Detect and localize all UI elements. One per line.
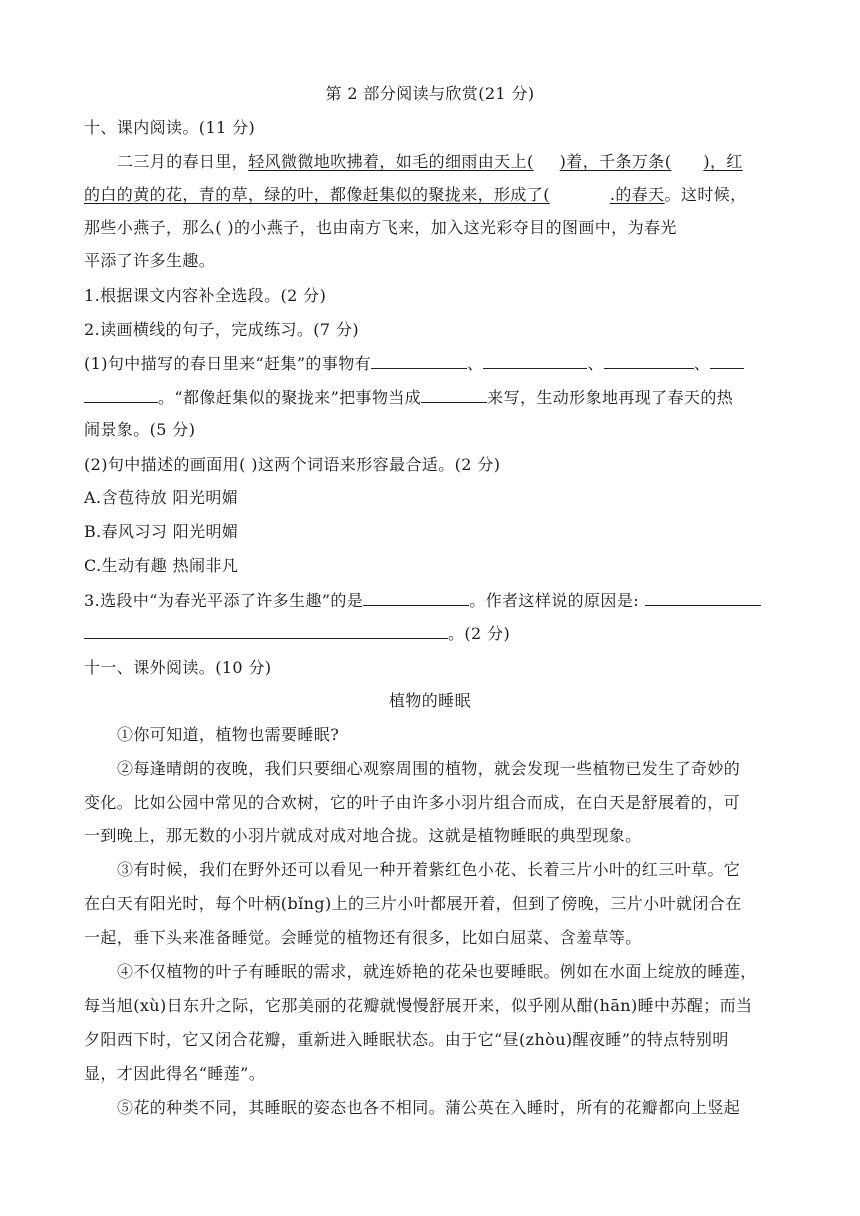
article-line: ②每逢晴朗的夜晚，我们只要细心观察周围的植物，就会发现一些植物已发生了奇妙的 [117,759,741,778]
underlined-sentence-cont: 的白的黄的花，青的草，绿的叶，都像赶集似的聚拢来，形成了( .的春天 [84,185,665,204]
question-10-1: 1.根据课文内容补全选段。(2 分) [84,286,327,305]
option-c: C.生动有趣 热闹非凡 [84,556,239,575]
underlined-sentence: 轻风微微地吹拂着，如毛的细雨由天上( )着，千条万条( )，红 [248,152,743,171]
article-line: 一到晚上，那无数的小羽片就成对成对地合拢。这就是植物睡眠的典型现象。 [84,826,642,845]
answer-blank[interactable] [84,387,158,403]
answer-blank[interactable] [604,353,694,369]
question-10-2-1: (1)句中描写的春日里来“赶集”的事物有 、 、 、 [84,353,784,374]
article-line: 显，才因此得名“睡莲”。 [84,1064,266,1083]
question-10-heading: 十、课内阅读。(11 分) [84,118,256,137]
answer-blank[interactable] [84,623,448,639]
section-title: 第 2 部分阅读与欣赏(21 分) [325,84,535,103]
article-line: 每当旭(xù)日东升之际，它那美丽的花瓣就慢慢舒展开来，似乎刚从酣(hān)睡中苏醒；而当 [84,996,753,1015]
answer-blank[interactable] [483,353,587,369]
question-10-3-cont: 。(2 分) [84,623,784,644]
answer-blank[interactable] [421,387,487,403]
article-line: 一起，垂下头来准备睡觉。会睡觉的植物还有很多，比如白屈菜、含羞草等。 [84,928,642,947]
article-line: ④不仅植物的叶子有睡眠的需求，就连娇艳的花朵也要睡眠。例如在水面上绽放的睡莲， [117,962,757,981]
answer-blank[interactable] [371,353,467,369]
passage-line-2: 的白的黄的花，青的草，绿的叶，都像赶集似的聚拢来，形成了( .的春天。这时候， [84,185,747,204]
answer-blank[interactable] [363,590,469,606]
article-line: ①你可知道，植物也需要睡眠? [117,725,340,744]
passage-line-1 [117,152,784,172]
passage-line-3: 那些小燕子，那么( )的小燕子，也由南方飞来，加入这光彩夺目的图画中，为春光 [84,218,677,237]
article-line: 在白天有阳光时，每个叶柄(bǐng)上的三片小叶都展开着，但到了傍晚，三片小叶就闭合在 [84,894,742,913]
question-10-2-2: (2)句中描述的画面用( )这两个词语来形容最合适。(2 分) [84,455,501,474]
question-10-2-1-end: 闹景象。(5 分) [84,420,196,439]
option-b: B.春风习习 阳光明媚 [84,522,239,541]
passage-text: 二三月的春日里， [117,152,249,171]
answer-blank[interactable] [645,590,761,606]
question-10-2-1-cont: 。“都像赶集似的聚拢来”把事物当成 来写，生动形象地再现了春天的热 [84,387,784,408]
passage-line-4: 平添了许多生趣。 [84,251,216,270]
article-title: 植物的睡眠 [388,691,471,710]
question-11-heading: 十一、课外阅读。(10 分) [84,658,272,677]
article-line: ⑤花的种类不同，其睡眠的姿态也各不相同。蒲公英在入睡时，所有的花瓣都向上竖起 [117,1098,741,1117]
article-line: ③有时候，我们在野外还可以看见一种开着紫红色小花、长着三片小叶的红三叶草。它 [117,860,741,879]
question-10-2: 2.读画横线的句子，完成练习。(7 分) [84,320,360,339]
question-10-3: 3.选段中“为春光平添了许多生趣”的是 。作者这样说的原因是: [84,590,784,611]
article-line: 变化。比如公园中常见的合欢树，它的叶子由许多小羽片组合而成，在白天是舒展着的，可 [84,793,741,812]
option-a: A.含苞待放 阳光明媚 [84,488,239,507]
article-line: 夕阳西下时，它又闭合花瓣，重新进入睡眠状态。由于它“昼(zhòu)醒夜睡”的特点特别明 [84,1030,729,1049]
answer-blank[interactable] [710,353,744,369]
